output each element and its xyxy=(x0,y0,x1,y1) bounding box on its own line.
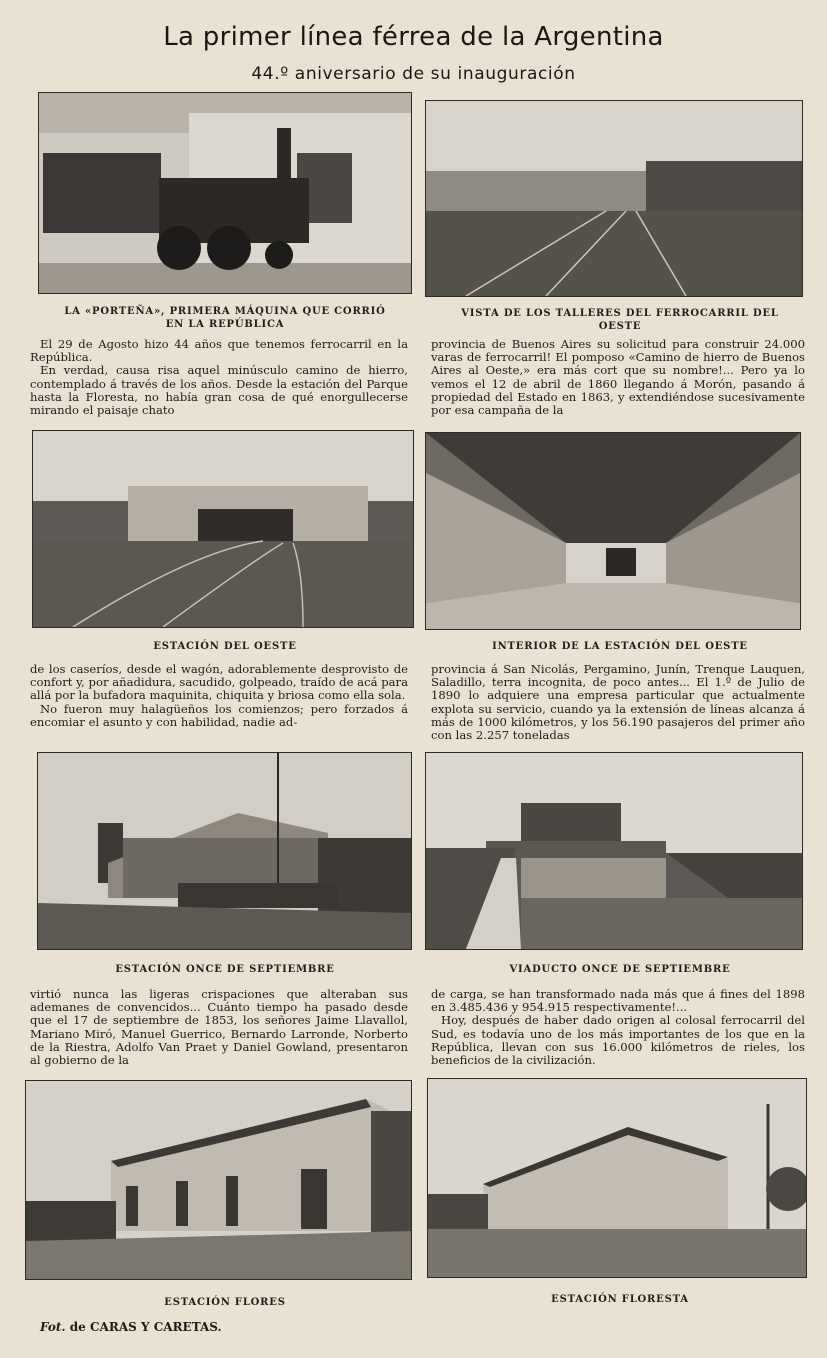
photo-estacion-oeste xyxy=(32,430,414,628)
photo-credit xyxy=(40,1320,222,1334)
caption-estacion-oeste: ESTACIÓN DEL OESTE xyxy=(153,641,297,652)
photo-credit-source: de CARAS Y CARETAS. xyxy=(69,1320,222,1334)
photo-interior-oeste xyxy=(425,432,801,630)
photo-la-portena xyxy=(38,92,412,294)
caption-estacion-flores: ESTACIÓN FLORES xyxy=(164,1297,286,1308)
caption-viaducto: VIADUCTO ONCE DE SEPTIEMBRE xyxy=(509,964,731,975)
text-column xyxy=(30,988,408,1067)
text-column xyxy=(431,338,805,417)
photo-estacion-once xyxy=(37,752,412,950)
paragraph: de carga, se han transformado nada más que á fines del 1898 en 3.485.436 y 954.915 respectivamente!... xyxy=(431,987,805,1015)
paragraph: provincia de Buenos Aires su solicitud para construir 24.000 varas de ferrocarril! El pomposo «Camino de hierro de Buenos Aires al Oeste,» era más cort que su nombre!... Pero ya lo vemos el 12 de abril de 1860 llegando á Morón, pasando á propiedad del Estado en 1863, y extendiéndose sucesivamente por esa campaña de la xyxy=(431,337,805,418)
photo-estacion-floresta xyxy=(427,1078,807,1278)
page-title: La primer línea férrea de la Argentina xyxy=(163,22,664,52)
photo-estacion-flores xyxy=(25,1080,412,1280)
paragraph: El 29 de Agosto hizo 44 años que tenemos ferrocarril en la República. xyxy=(30,337,408,365)
text-column xyxy=(431,663,805,742)
paragraph: No fueron muy halagüeños los comienzos; pero forzados á encomiar el asunto y con habilidad, nadie ad- xyxy=(30,701,408,729)
caption-la-portena: LA «PORTEÑA», PRIMERA MÁQUINA QUE CORRIÓ EN LA REPÚBLICA xyxy=(64,306,386,330)
page-subtitle: 44.º aniversario de su inauguración xyxy=(251,64,576,84)
caption-interior-oeste: INTERIOR DE LA ESTACIÓN DEL OESTE xyxy=(492,641,748,652)
photo-viaducto xyxy=(425,752,803,950)
text-column xyxy=(30,338,408,417)
paragraph: En verdad, causa risa aquel minúsculo camino de hierro, contemplado á través de los años. Desde la estación del Parque hasta la Floresta, no había gran cosa de qué enorgullecerse mirando el paisaje chato xyxy=(30,363,408,418)
text-column xyxy=(431,988,805,1067)
text-column xyxy=(30,663,408,729)
photo-credit-prefix: Fot. xyxy=(40,1320,66,1334)
paragraph: virtió nunca las ligeras crispaciones que alteraban sus ademanes de convencidos... Cuánto tiempo ha pasado desde que el 17 de septiembre de 1853, los señores Jaime Llavallol, Mariano Miró, Manuel Guerrico, Bernardo Larronde, Norberto de la Riestra, Adolfo Van Praet y Daniel Gowland, presentaron al gobierno de la xyxy=(30,987,408,1068)
caption-talleres: VISTA DE LOS TALLERES DEL FERROCARRIL DEL OESTE xyxy=(461,308,779,332)
paragraph: provincia á San Nicolás, Pergamino, Junín, Trenque Lauquen, Saladillo, terra incognita, de poco antes... El 1.º de Julio de 1890 lo adquiere una empresa particular que actualmente explota su servicio, cuando ya la extensión de líneas alcanza á más de 1000 kilómetros, y los 56.190 pasajeros del primer año con las 2.257 toneladas xyxy=(431,662,805,743)
paragraph: Hoy, después de haber dado origen al colosal ferrocarril del Sud, es todavía uno de los más importantes de los que en la República, llevan con sus 16.000 kilómetros de rieles, los beneficios de la civilización. xyxy=(431,1013,805,1068)
caption-estacion-once: ESTACIÓN ONCE DE SEPTIEMBRE xyxy=(115,964,335,975)
photo-talleres xyxy=(425,100,803,297)
caption-estacion-floresta: ESTACIÓN FLORESTA xyxy=(551,1294,689,1305)
paragraph: de los caseríos, desde el wagón, adorablemente desprovisto de confort y, por añadidura, sacudido, golpeado, traído de acá para allá por la bufadora maquinita, chiquita y briosa como ella sola. xyxy=(30,662,408,703)
